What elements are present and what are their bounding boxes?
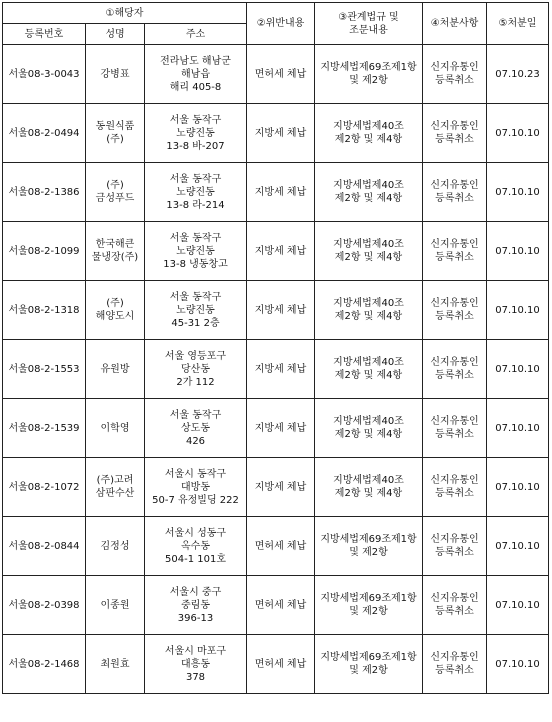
disposition-table: [2, 2, 549, 694]
cell-law: 지방세법제40조 제2항 및 제4항: [315, 399, 423, 458]
cell-action: 신지유통인 등록취소: [423, 163, 487, 222]
table-row: [3, 635, 549, 694]
header-target-group: ①해당자: [3, 3, 247, 24]
cell-reg-no: 서울08-2-1099: [3, 222, 86, 281]
cell-reg-no: 서울08-2-1553: [3, 340, 86, 399]
cell-name: 김정성: [86, 517, 145, 576]
cell-violation: 지방세 체납: [247, 222, 315, 281]
cell-law: 지방세법제40조 제2항 및 제4항: [315, 222, 423, 281]
cell-reg-no: 서울08-2-1468: [3, 635, 86, 694]
cell-address: 서울 동작구 노량진동 13-8 라-214: [145, 163, 247, 222]
cell-date: 07.10.10: [487, 635, 549, 694]
table-row: [3, 45, 549, 104]
cell-action: 신지유통인 등록취소: [423, 576, 487, 635]
cell-action: 신지유통인 등록취소: [423, 399, 487, 458]
cell-action: 신지유통인 등록취소: [423, 635, 487, 694]
cell-violation: 면허세 체납: [247, 635, 315, 694]
header-address: 주소: [145, 24, 247, 45]
cell-date: 07.10.10: [487, 576, 549, 635]
table-row: [3, 458, 549, 517]
cell-violation: 지방세 체납: [247, 163, 315, 222]
cell-reg-no: 서울08-3-0043: [3, 45, 86, 104]
cell-name: 동원식품 (주): [86, 104, 145, 163]
cell-action: 신지유통인 등록취소: [423, 458, 487, 517]
cell-date: 07.10.10: [487, 163, 549, 222]
cell-action: 신지유통인 등록취소: [423, 517, 487, 576]
cell-date: 07.10.10: [487, 104, 549, 163]
cell-reg-no: 서울08-2-1386: [3, 163, 86, 222]
cell-law: 지방세법제69조제1항 및 제2항: [315, 635, 423, 694]
cell-address: 서울 동작구 노량진동 13-8 냉동창고: [145, 222, 247, 281]
header-date: ⑤처분일: [487, 3, 549, 45]
cell-name: 유원방: [86, 340, 145, 399]
cell-name: (주) 금성푸드: [86, 163, 145, 222]
cell-name: 최원효: [86, 635, 145, 694]
table-row: [3, 163, 549, 222]
cell-violation: 지방세 체납: [247, 281, 315, 340]
cell-action: 신지유통인 등록취소: [423, 281, 487, 340]
cell-law: 지방세법제40조 제2항 및 제4항: [315, 458, 423, 517]
table-row: [3, 104, 549, 163]
header-name: 성명: [86, 24, 145, 45]
table-row: [3, 517, 549, 576]
cell-date: 07.10.10: [487, 517, 549, 576]
cell-law: 지방세법제40조 제2항 및 제4항: [315, 163, 423, 222]
cell-date: 07.10.23: [487, 45, 549, 104]
cell-address: 서울 동작구 노량진동 13-8 바-207: [145, 104, 247, 163]
cell-violation: 면허세 체납: [247, 517, 315, 576]
cell-law: 지방세법제40조 제2항 및 제4항: [315, 340, 423, 399]
cell-address: 서울시 마포구 대흥동 378: [145, 635, 247, 694]
table-row: [3, 281, 549, 340]
header-row-top: [3, 3, 549, 24]
cell-name: 이종원: [86, 576, 145, 635]
cell-date: 07.10.10: [487, 340, 549, 399]
cell-date: 07.10.10: [487, 458, 549, 517]
cell-reg-no: 서울08-2-0844: [3, 517, 86, 576]
cell-address: 서울 동작구 노량진동 45-31 2층: [145, 281, 247, 340]
cell-address: 서울시 중구 중림동 396-13: [145, 576, 247, 635]
cell-law: 지방세법제40조 제2항 및 제4항: [315, 281, 423, 340]
cell-law: 지방세법제69조제1항 및 제2항: [315, 45, 423, 104]
cell-reg-no: 서울08-2-1539: [3, 399, 86, 458]
cell-date: 07.10.10: [487, 281, 549, 340]
cell-reg-no: 서울08-2-0494: [3, 104, 86, 163]
header-law: ③관계법규 및 조문내용: [315, 3, 423, 45]
cell-law: 지방세법제69조제1항 및 제2항: [315, 517, 423, 576]
cell-address: 전라남도 해남군 해남읍 해리 405-8: [145, 45, 247, 104]
cell-law: 지방세법제40조 제2항 및 제4항: [315, 104, 423, 163]
cell-reg-no: 서울08-2-1072: [3, 458, 86, 517]
header-violation: ②위반내용: [247, 3, 315, 45]
cell-violation: 면허세 체납: [247, 576, 315, 635]
document-page: [2, 2, 549, 694]
cell-violation: 지방세 체납: [247, 104, 315, 163]
cell-action: 신지유통인 등록취소: [423, 45, 487, 104]
cell-name: 강병표: [86, 45, 145, 104]
cell-address: 서울 영등포구 당산동 2가 112: [145, 340, 247, 399]
cell-action: 신지유통인 등록취소: [423, 104, 487, 163]
cell-name: (주) 해양도시: [86, 281, 145, 340]
header-action: ④처분사항: [423, 3, 487, 45]
table-row: [3, 222, 549, 281]
cell-address: 서울 동작구 상도동 426: [145, 399, 247, 458]
cell-name: 한국해큰 물냉장(주): [86, 222, 145, 281]
cell-name: (주)고려 삼판수산: [86, 458, 145, 517]
cell-action: 신지유통인 등록취소: [423, 340, 487, 399]
cell-name: 이학영: [86, 399, 145, 458]
header-reg-no: 등록번호: [3, 24, 86, 45]
cell-violation: 지방세 체납: [247, 458, 315, 517]
cell-violation: 지방세 체납: [247, 340, 315, 399]
cell-violation: 지방세 체납: [247, 399, 315, 458]
cell-law: 지방세법제69조제1항 및 제2항: [315, 576, 423, 635]
table-row: [3, 576, 549, 635]
table-row: [3, 399, 549, 458]
cell-date: 07.10.10: [487, 399, 549, 458]
cell-reg-no: 서울08-2-0398: [3, 576, 86, 635]
table-row: [3, 340, 549, 399]
cell-violation: 면허세 체납: [247, 45, 315, 104]
cell-address: 서울시 성동구 옥수동 504-1 101호: [145, 517, 247, 576]
cell-action: 신지유통인 등록취소: [423, 222, 487, 281]
cell-date: 07.10.10: [487, 222, 549, 281]
cell-reg-no: 서울08-2-1318: [3, 281, 86, 340]
cell-address: 서울시 동작구 대방동 50-7 유정빌딩 222: [145, 458, 247, 517]
